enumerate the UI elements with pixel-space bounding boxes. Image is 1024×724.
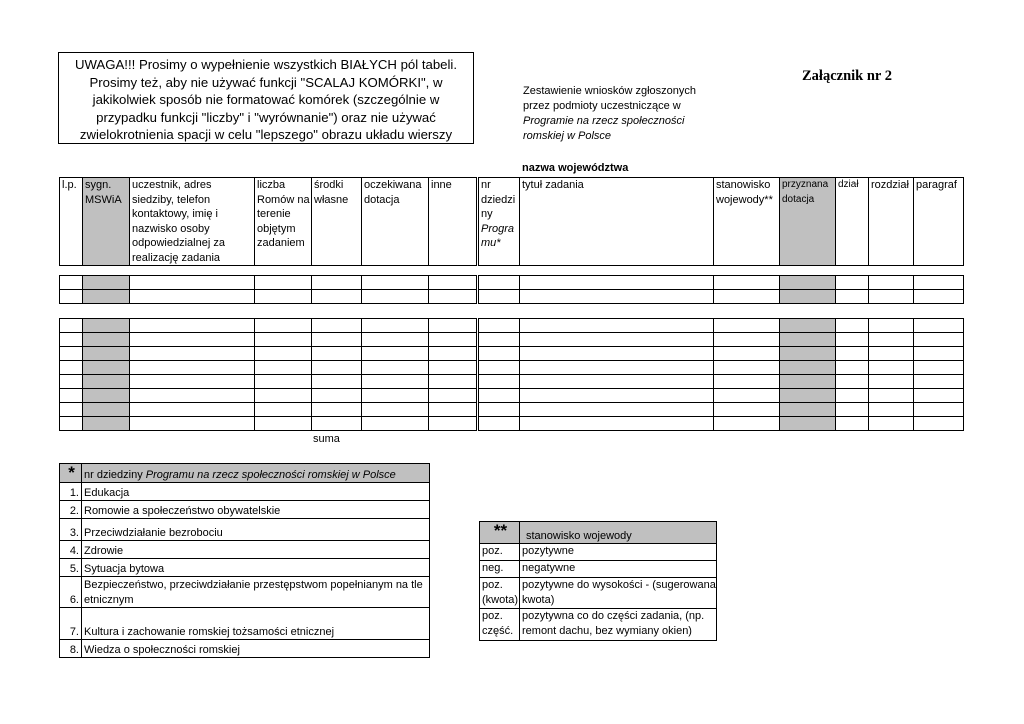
summary-line: Programie na rzecz społeczności <box>523 115 685 127</box>
item-label: negatywne <box>520 561 717 578</box>
item-label: Sytuacja bytowa <box>82 559 430 577</box>
item-number: 3. <box>60 519 82 541</box>
item-label: Bezpieczeństwo, przeciwdziałanie przestępstwom popełnianym na tle etnicznym <box>82 577 430 608</box>
item-code: neg. <box>480 561 520 578</box>
list-item <box>60 541 430 559</box>
item-code: poz. część. <box>480 609 520 641</box>
legend-program-areas <box>59 463 430 658</box>
item-label: Romowie a społeczeństwo obywatelskie <box>82 501 430 519</box>
notice-line: jakikolwiek sposób nie formatować komórek (szczególnie w <box>92 92 440 107</box>
table-row <box>60 403 964 417</box>
notice-line: przypadku funkcji "liczby" i "wyrównanie") oraz nie używać <box>96 109 436 125</box>
col-paragraf: paragraf <box>914 178 964 266</box>
legend1-star: * <box>60 464 82 483</box>
list-item <box>60 577 430 608</box>
col-dzial: dział <box>836 178 869 266</box>
item-number: 2. <box>60 501 82 519</box>
item-code: poz. (kwota) <box>480 578 520 609</box>
item-number: 4. <box>60 541 82 559</box>
col-uczestnik: uczestnik, adres siedziby, telefon kontaktowy, imię i nazwisko osoby odpowiedzialnej za realizację zadania <box>130 178 255 266</box>
item-number: 8. <box>60 640 82 658</box>
table-row <box>60 290 964 304</box>
table-row <box>60 319 964 333</box>
col-oczekiwana: oczekiwana dotacja <box>362 178 429 266</box>
summary-line: przez podmioty uczestniczące w <box>523 100 681 112</box>
applications-table-header <box>59 177 964 266</box>
col-przyznana: przyznana dotacja <box>780 178 836 266</box>
col-nr-dziedziny <box>478 178 520 266</box>
summary-text <box>523 84 696 144</box>
legend-voivode-opinion <box>479 521 717 641</box>
item-label: Edukacja <box>82 483 430 501</box>
voivodeship-label: nazwa województwa <box>522 162 629 174</box>
legend1-title-prefix: nr dziedziny <box>84 468 146 481</box>
list-item <box>60 640 430 658</box>
table-row <box>60 333 964 347</box>
list-item <box>60 483 430 501</box>
col-nr-label: nr dziedzi ny <box>481 179 516 220</box>
item-number: 7. <box>60 608 82 640</box>
notice-line: UWAGA!!! Prosimy o wypełnienie wszystkich BIAŁYCH pól tabeli. <box>74 57 458 72</box>
item-label: Przeciwdziałanie bezrobociu <box>82 519 430 541</box>
col-inne: inne <box>429 178 478 266</box>
table-row <box>60 417 964 431</box>
legend1-title-italic: Programu na rzecz społeczności romskiej w Polsce <box>145 468 396 481</box>
table-row <box>60 361 964 375</box>
data-block-2 <box>59 318 964 431</box>
item-label: pozytywne do wysokości - (sugerowana kwota) <box>520 578 717 609</box>
item-label: pozytywna co do części zadania, (np. remont dachu, bez wymiany okien) <box>520 609 717 641</box>
summary-line: Zestawienie wniosków zgłoszonych <box>523 85 697 97</box>
item-code: poz. <box>480 544 520 561</box>
suma-label: suma <box>313 433 340 445</box>
table-row <box>60 347 964 361</box>
notice-line: Prosimy też, aby nie używać funkcji "SCALAJ KOMÓRKI", w <box>89 74 443 90</box>
col-srodki: środki własne <box>312 178 362 266</box>
list-item <box>480 544 717 561</box>
legend2-star: ** <box>480 522 520 544</box>
list-item <box>480 561 717 578</box>
col-rozdzial: rozdział <box>869 178 914 266</box>
notice-line: zwielokrotnienia spacji w celu "lepszego" obrazu układu wierszy <box>79 127 453 142</box>
legend1-title <box>82 464 430 483</box>
col-lp: l.p. <box>60 178 83 266</box>
col-liczba: liczba Romów na terenie objętym zadaniem <box>255 178 312 266</box>
list-item <box>480 609 717 641</box>
table-row <box>60 375 964 389</box>
list-item <box>60 559 430 577</box>
item-label: Wiedza o społeczności romskiej <box>82 640 430 658</box>
item-label: Kultura i zachowanie romskiej tożsamości etnicznej <box>82 608 430 640</box>
item-label: Zdrowie <box>82 541 430 559</box>
col-nr-italic: Progra mu* <box>481 222 515 249</box>
col-stanowisko: stanowisko wojewody** <box>714 178 780 266</box>
list-item <box>60 519 430 541</box>
data-block-1 <box>59 275 964 304</box>
col-tytul: tytuł zadania <box>520 178 714 266</box>
legend2-title: stanowisko wojewody <box>520 522 717 544</box>
summary-line: romskiej w Polsce <box>523 130 612 142</box>
annex-title: Załącznik nr 2 <box>802 68 892 84</box>
table-row <box>60 276 964 290</box>
list-item <box>60 501 430 519</box>
col-sygn: sygn. MSWiA <box>83 178 130 266</box>
item-number: 1. <box>60 483 82 501</box>
item-label: pozytywne <box>520 544 717 561</box>
list-item <box>480 578 717 609</box>
table-row <box>60 389 964 403</box>
item-number: 5. <box>60 559 82 577</box>
notice-box <box>58 52 474 144</box>
list-item <box>60 608 430 640</box>
item-number: 6. <box>60 577 82 608</box>
